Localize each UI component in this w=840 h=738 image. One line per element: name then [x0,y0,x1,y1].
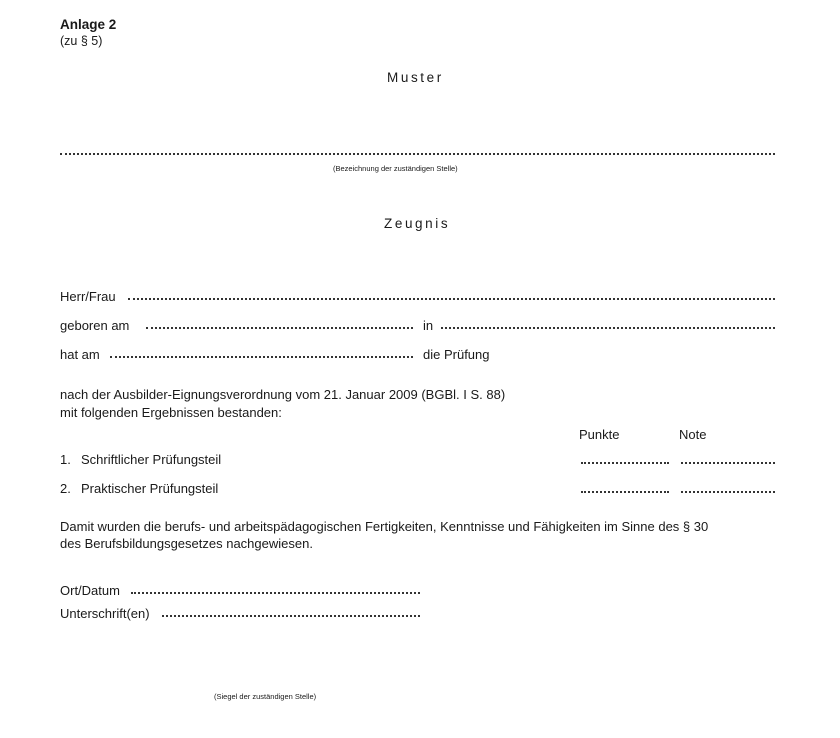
birthdate-label: geboren am [60,318,130,333]
result-number: 2. [60,481,71,496]
place-date-label: Ort/Datum [60,583,120,598]
grade-dotted-field[interactable] [681,462,775,464]
name-label: Herr/Frau [60,289,116,304]
authority-dotted-line [60,153,775,155]
birthplace-label: in [423,318,434,333]
conclusion-line-2: des Berufsbildungsgesetzes nachgewiesen. [60,536,313,551]
authority-caption: (Bezeichnung der zuständigen Stelle) [333,164,458,173]
points-dotted-field[interactable] [581,491,669,493]
annex-title: Anlage 2 [60,17,117,32]
conclusion-line-1: Damit wurden die berufs- und arbeitspädagogischen Fertigkeiten, Kenntnisse und Fähigkeiten im Sinne des § 30 [60,519,709,534]
seal-caption: (Siegel der zuständigen Stelle) [214,692,317,701]
birthdate-dotted-field[interactable] [146,327,413,329]
name-dotted-field[interactable] [128,298,775,300]
points-dotted-field[interactable] [581,462,669,464]
results-intro: mit folgenden Ergebnissen bestanden: [60,405,282,420]
grade-column-header: Note [679,427,707,442]
result-label: Praktischer Prüfungsteil [81,481,219,496]
points-column-header: Punkte [579,427,620,442]
regulation-statement: nach der Ausbilder-Eignungsverordnung vom 21. Januar 2009 (BGBl. I S. 88) [60,387,506,402]
zeugnis-heading: Zeugnis [384,216,451,231]
exam-text: die Prüfung [423,347,490,362]
muster-heading: Muster [387,70,444,85]
birthplace-dotted-field[interactable] [441,327,775,329]
exam-date-label: hat am [60,347,100,362]
annex-reference: (zu § 5) [60,34,103,48]
signatures-dotted-field[interactable] [162,615,420,617]
result-label: Schriftlicher Prüfungsteil [81,452,222,467]
place-date-dotted-field[interactable] [131,592,420,594]
result-number: 1. [60,452,71,467]
grade-dotted-field[interactable] [681,491,775,493]
signatures-label: Unterschrift(en) [60,606,150,621]
exam-date-dotted-field[interactable] [110,356,413,358]
